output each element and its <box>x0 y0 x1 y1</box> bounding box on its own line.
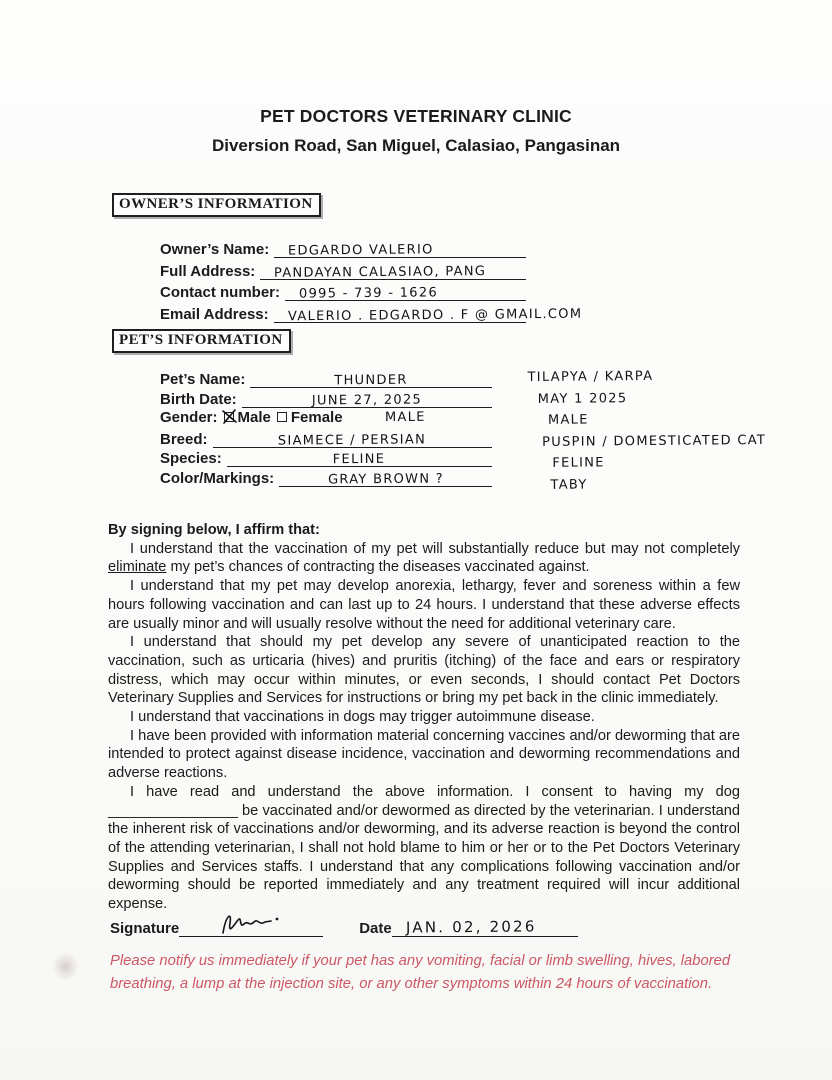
male-label: Male <box>237 409 271 427</box>
pet-name-label: Pet’s Name: <box>160 370 246 388</box>
female-checkbox <box>277 412 287 422</box>
full-address-row <box>160 258 526 279</box>
footer-notice: Please notify us immediately if your pet has any vomiting, facial or limb swelling, hives, labored breathing, a lump at the injection site, or any other symptoms within 24 hours of vaccination. <box>110 953 731 992</box>
signature-scribble <box>213 909 291 939</box>
breed-value: SIAMECE / PERSIAN <box>278 431 427 449</box>
scan-smudge <box>52 952 79 981</box>
breed-field-line <box>213 427 492 448</box>
species-label: Species: <box>160 450 222 468</box>
full-address-field-line <box>260 257 526 279</box>
birth-date-label: Birth Date: <box>160 390 237 408</box>
species-field-line <box>227 447 492 468</box>
owner-fields <box>160 237 583 324</box>
pet-name-value: THUNDER <box>334 372 408 389</box>
contact-number-value: 0995 - 739 - 1626 <box>298 285 439 302</box>
full-address-label: Full Address: <box>160 262 256 280</box>
owner-section-title: OWNER’S INFORMATION <box>112 193 321 217</box>
color-markings-value: GRAY BROWN ? <box>327 471 444 488</box>
pet-name-row <box>160 368 492 388</box>
signature-line <box>179 910 323 937</box>
checkbox-icon <box>277 412 287 422</box>
color-markings-field-line <box>279 466 492 487</box>
affirmation-paragraph-2: I understand that my pet may develop anorexia, lethargy, fever and soreness within a few hours following vaccination and can last up to 24 hours. I understand that these adverse effects are usually minor and will usually resolve without the need for additional veterinary care. <box>108 578 740 632</box>
owner-name-label: Owner’s Name: <box>160 241 270 259</box>
male-x-mark-icon <box>221 409 238 425</box>
margin-note: MAY 1 2025 <box>537 390 628 407</box>
clinic-address: Diversion Road, San Miguel, Calasiao, Pangasinan <box>211 136 621 155</box>
affirmation-paragraph-3: I understand that should my pet develop any severe of unanticipated reaction to the vaccination, such as urticaria (hives) and pruritis (itching) of the face and ears or respiratory distress, which may occur within minutes, or even seconds, I should contact Pet Doctors Veterinary Supplies and Services for instructions or bring my pet back in the clinic immediately. <box>108 634 740 707</box>
signature-label: Signature <box>110 920 180 937</box>
birth-date-field-line <box>242 387 492 408</box>
date-label: Date <box>359 920 392 937</box>
affirmation-p1-underlined: eliminate <box>108 559 167 576</box>
affirmation-paragraph-5: I have been provided with information material concerning vaccines and/or deworming that are intended to protect against disease incidence, vaccination and deworming recommendations and adverse reactions. <box>108 727 740 782</box>
margin-note: FELINE <box>552 455 605 471</box>
breed-row <box>160 428 492 448</box>
contact-number-label: Contact number: <box>160 284 280 302</box>
owner-name-row <box>160 237 526 258</box>
email-address-field-line <box>274 300 583 324</box>
pet-name-field-line <box>250 367 492 388</box>
margin-note: TABY <box>550 477 588 493</box>
handwritten-margin-notes <box>527 365 766 496</box>
gender-written-value: MALE <box>384 409 426 425</box>
species-row <box>160 448 492 468</box>
affirmation-heading: By signing below, I affirm that: <box>108 522 320 538</box>
affirmation-paragraph-4: I understand that vaccinations in dogs may trigger autoimmune disease. <box>130 709 595 726</box>
species-value: FELINE <box>333 452 386 468</box>
pet-fields <box>160 368 492 487</box>
pet-section-title: PET’S INFORMATION <box>112 329 291 353</box>
breed-label: Breed: <box>160 430 208 448</box>
email-address-label: Email Address: <box>160 305 269 323</box>
owner-name-value: EDGARDO VALERIO <box>288 242 434 260</box>
margin-note: MALE <box>547 412 589 428</box>
color-markings-row <box>160 467 492 487</box>
date-line <box>392 910 578 937</box>
female-label: Female <box>290 409 343 427</box>
full-address-value: PANDAYAN CALASIAO, PANG <box>274 263 487 281</box>
owner-name-field-line <box>274 236 526 258</box>
gender-label: Gender: <box>160 409 218 427</box>
color-markings-label: Color/Markings: <box>160 470 275 488</box>
affirmation-p1-pre: I understand that the vaccination of my pet will substantially reduce but may not completely <box>130 540 740 557</box>
clinic-name: PET DOCTORS VETERINARY CLINIC <box>260 106 572 126</box>
email-address-value: VALERIO . EDGARDO . F @ GMAIL.COM <box>287 306 583 324</box>
affirmation-block <box>108 521 740 914</box>
contact-number-field-line <box>285 279 526 301</box>
margin-note: PUSPIN / DOMESTICATED CAT <box>542 432 767 450</box>
male-checkbox <box>224 412 234 422</box>
date-value: JAN. 02, 2026 <box>405 917 537 937</box>
birth-date-value: JUNE 27, 2025 <box>311 392 423 409</box>
margin-note: TILAPYA / KARPA <box>527 368 654 386</box>
email-address-row <box>160 301 583 324</box>
contact-number-row <box>160 280 526 301</box>
affirmation-paragraph-1 <box>108 540 740 577</box>
birth-date-row <box>160 388 492 408</box>
affirmation-paragraph-6: I have read and understand the above information. I consent to having my dog ________________ be vaccinated and/or dewormed as directed by the veterinarian. I understand the inherent risk of vaccinations and/or deworming, and its adverse reaction is beyond the control of the attending veterinarian, I shall not hold blame to him or her or to the Pet Doctors Veterinary Supplies and Services staffs. I understand that any complications following vaccination and/or deworming should be reported immediately and any treatment required will incur additional expense. <box>108 783 740 913</box>
gender-row <box>160 408 492 428</box>
affirmation-p1-post: my pet’s chances of contracting the diseases vaccinated against. <box>166 559 590 576</box>
signature-row <box>110 911 578 937</box>
